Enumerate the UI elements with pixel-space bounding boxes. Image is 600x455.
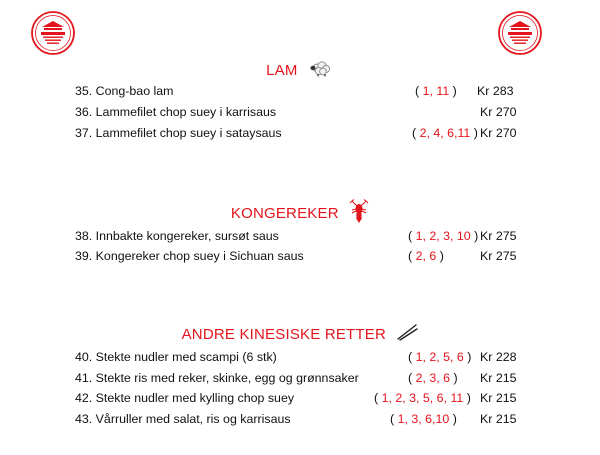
allergen-list: ( 1, 11 ) <box>415 84 457 98</box>
allergen-codes: 1, 2, 3, 5, 6, 11 <box>381 391 464 405</box>
menu-item <box>75 84 535 102</box>
section-title-text: KONGEREKER <box>230 204 339 222</box>
menu-item <box>75 126 535 144</box>
item-price: Kr 215 <box>480 412 517 426</box>
menu-item <box>75 249 535 267</box>
item-price: Kr 270 <box>480 126 517 140</box>
restaurant-logo-right <box>497 10 543 56</box>
chopsticks-icon <box>396 323 418 345</box>
menu-item <box>75 350 535 368</box>
sheep-icon <box>308 59 334 81</box>
item-name: 36. Lammefilet chop suey i karrisaus <box>75 105 277 119</box>
allergen-list: ( 2, 6 ) <box>408 249 444 263</box>
menu-item <box>75 412 535 430</box>
restaurant-logo-left <box>30 10 76 56</box>
item-name: 43. Vårruller med salat, ris og karrisaus <box>75 412 291 426</box>
allergen-codes: 1, 11 <box>422 84 450 98</box>
item-price: Kr 275 <box>480 229 517 243</box>
lobster-icon <box>349 199 369 227</box>
section-title-text: LAM <box>266 61 298 79</box>
item-price: Kr 283 <box>477 84 514 98</box>
allergen-list: ( 1, 2, 5, 6 ) <box>408 350 472 364</box>
allergen-list: ( 1, 2, 3, 10 ) <box>408 229 479 243</box>
menu-item <box>75 229 535 247</box>
allergen-list: ( 1, 2, 3, 5, 6, 11 ) <box>374 391 471 405</box>
item-name: 40. Stekte nudler med scampi (6 stk) <box>75 350 277 364</box>
allergen-list: ( 2, 4, 6,11 ) <box>412 126 478 140</box>
menu-item <box>75 105 535 123</box>
item-price: Kr 270 <box>480 105 517 119</box>
allergen-list: ( 1, 3, 6,10 ) <box>390 412 457 426</box>
item-name: 37. Lammefilet chop suey i sataysaus <box>75 126 282 140</box>
item-name: 38. Innbakte kongereker, sursøt saus <box>75 229 279 243</box>
allergen-codes: 1, 2, 3, 10 <box>415 229 471 243</box>
section-title-andre-kinesiske-retter <box>0 323 600 345</box>
restaurant-logo-seal-icon <box>497 10 543 56</box>
item-name: 39. Kongereker chop suey i Sichuan saus <box>75 249 304 263</box>
allergen-codes: 2, 6 <box>415 249 437 263</box>
allergen-list: ( 2, 3, 6 ) <box>408 371 458 385</box>
item-price: Kr 228 <box>480 350 517 364</box>
item-name: 42. Stekte nudler med kylling chop suey <box>75 391 295 405</box>
section-title-text: ANDRE KINESISKE RETTER <box>181 325 387 343</box>
allergen-codes: 2, 4, 6,11 <box>419 126 471 140</box>
item-name: 41. Stekte ris med reker, skinke, egg og grønnsaker <box>75 371 359 385</box>
item-price: Kr 215 <box>480 391 517 405</box>
menu-item <box>75 371 535 389</box>
restaurant-logo-seal-icon <box>30 10 76 56</box>
item-name: 35. Cong-bao lam <box>75 84 174 98</box>
allergen-codes: 1, 3, 6,10 <box>397 412 450 426</box>
item-price: Kr 275 <box>480 249 517 263</box>
allergen-codes: 1, 2, 5, 6 <box>415 350 464 364</box>
menu-item <box>75 391 535 409</box>
section-title-kongereker <box>0 199 600 227</box>
allergen-codes: 2, 3, 6 <box>415 371 451 385</box>
section-title-lam <box>0 59 600 81</box>
item-price: Kr 215 <box>480 371 517 385</box>
